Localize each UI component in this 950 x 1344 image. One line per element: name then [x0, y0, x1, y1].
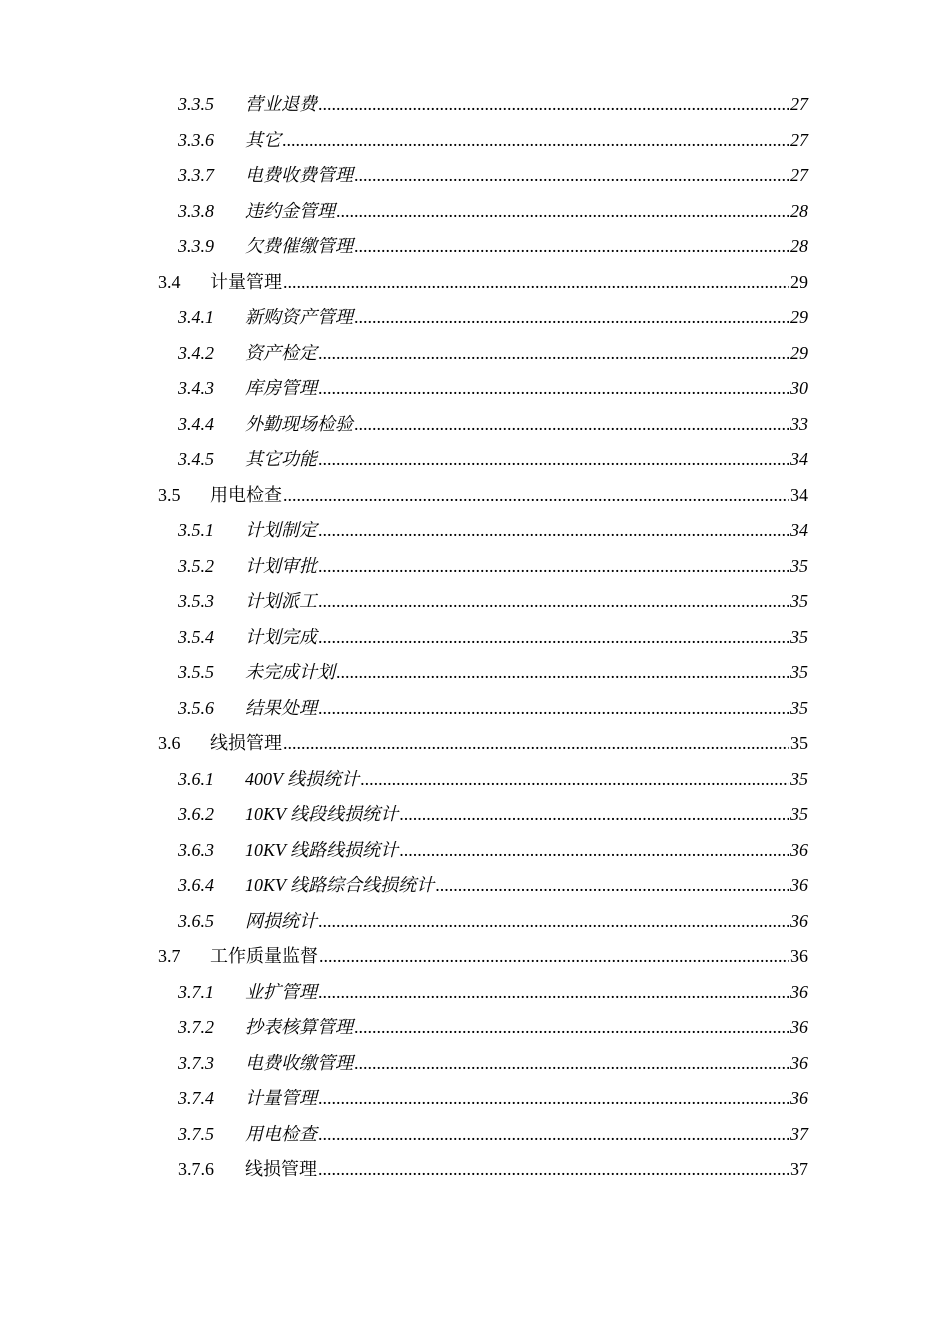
dot-leader — [318, 904, 789, 940]
dot-leader — [336, 194, 789, 230]
dot-leader — [354, 229, 789, 265]
toc-entry-page-number: 36 — [790, 875, 808, 895]
toc-entry-number: 3.6.5 — [178, 910, 214, 931]
toc-entry-title: 计量管理 — [245, 1088, 317, 1108]
toc-entry[interactable] — [158, 904, 808, 940]
toc-entry-page-number: 36 — [790, 981, 808, 1002]
dot-leader — [318, 975, 789, 1011]
toc-entry-title: 外勤现场检验 — [245, 413, 353, 434]
toc-entry[interactable] — [158, 265, 808, 301]
toc-entry[interactable] — [158, 549, 808, 585]
toc-entry-title: 抄表核算管理 — [245, 1017, 353, 1037]
toc-entry[interactable] — [158, 194, 808, 230]
table-of-contents — [158, 87, 808, 1188]
dot-leader — [283, 265, 789, 301]
toc-entry-page-number: 36 — [790, 839, 808, 860]
toc-entry-page-number: 29 — [790, 271, 808, 292]
toc-entry-page-number: 28 — [790, 236, 808, 256]
dot-leader — [318, 87, 789, 123]
toc-entry-number: 3.4.4 — [178, 413, 214, 434]
dot-leader — [435, 868, 789, 904]
toc-entry-number: 3.7.5 — [178, 1123, 214, 1144]
dot-leader — [282, 123, 789, 159]
toc-entry-number: 3.3.8 — [178, 200, 214, 221]
toc-entry-title: 计划派工 — [245, 591, 317, 611]
toc-entry[interactable] — [158, 833, 808, 869]
toc-entry-number: 3.3.7 — [178, 165, 214, 185]
dot-leader — [318, 1081, 789, 1117]
toc-entry-number: 3.3.5 — [178, 94, 214, 114]
toc-entry-page-number: 36 — [790, 946, 808, 966]
toc-entry-number: 3.7.2 — [178, 1017, 214, 1037]
toc-entry-title: 欠费催缴管理 — [245, 236, 353, 256]
toc-entry[interactable] — [158, 726, 808, 762]
toc-entry-number: 3.4.3 — [178, 378, 214, 398]
toc-entry-page-number: 35 — [790, 768, 808, 789]
toc-entry-title: 电费收费管理 — [245, 165, 353, 185]
toc-entry[interactable] — [158, 407, 808, 443]
toc-entry[interactable] — [158, 123, 808, 159]
toc-entry-page-number: 27 — [790, 165, 808, 185]
toc-entry-title: 违约金管理 — [245, 200, 335, 221]
toc-entry-page-number: 34 — [790, 484, 808, 505]
toc-entry[interactable] — [158, 478, 808, 514]
toc-entry-number: 3.5.3 — [178, 591, 214, 611]
dot-leader — [318, 584, 789, 620]
toc-entry-number: 3.4.5 — [178, 449, 214, 469]
toc-entry-page-number: 35 — [790, 733, 808, 753]
toc-entry-number: 3.7.1 — [178, 981, 214, 1002]
toc-entry-title: 库房管理 — [245, 378, 317, 398]
toc-entry-page-number: 34 — [790, 520, 808, 540]
toc-entry-number: 3.5.4 — [178, 626, 214, 647]
dot-leader — [318, 513, 789, 549]
toc-entry[interactable] — [158, 300, 808, 336]
toc-entry-number: 3.7 — [158, 946, 181, 966]
toc-entry-number: 3.6.3 — [178, 839, 214, 860]
toc-entry-title: 线损管理 — [210, 733, 282, 753]
toc-entry-page-number: 35 — [790, 626, 808, 647]
toc-entry[interactable] — [158, 1081, 808, 1117]
toc-entry-title: 业扩管理 — [245, 981, 317, 1002]
toc-entry-title: 计量管理 — [210, 271, 282, 292]
toc-entry-page-number: 37 — [790, 1159, 808, 1179]
toc-entry-page-number: 33 — [790, 413, 808, 434]
toc-entry[interactable] — [158, 584, 808, 620]
dot-leader — [399, 797, 789, 833]
toc-entry-title: 计划审批 — [245, 555, 317, 576]
toc-entry-title: 未完成计划 — [245, 662, 335, 682]
toc-entry[interactable] — [158, 158, 808, 194]
toc-entry-title: 用电检查 — [245, 1123, 317, 1144]
toc-entry-page-number: 28 — [790, 200, 808, 221]
toc-entry[interactable] — [158, 939, 808, 975]
dot-leader — [354, 158, 789, 194]
toc-entry-title: 其它 — [245, 129, 281, 150]
toc-entry-title: 网损统计 — [245, 910, 317, 931]
toc-entry[interactable] — [158, 620, 808, 656]
toc-entry-number: 3.5 — [158, 484, 181, 505]
toc-entry-title: 10KV 线路线损统计 — [245, 839, 399, 860]
toc-entry-title: 400V 线损统计 — [245, 768, 360, 789]
dot-leader — [354, 1046, 789, 1082]
toc-entry-page-number: 27 — [790, 94, 808, 114]
toc-entry-number: 3.6.1 — [178, 768, 214, 789]
toc-entry[interactable] — [158, 371, 808, 407]
dot-leader — [354, 407, 789, 443]
toc-entry-page-number: 36 — [790, 1052, 808, 1073]
toc-entry-number: 3.4.2 — [178, 342, 214, 363]
toc-entry-page-number: 27 — [790, 129, 808, 150]
toc-entry-number: 3.3.9 — [178, 236, 214, 256]
toc-entry[interactable] — [158, 691, 808, 727]
toc-entry-number: 3.5.5 — [178, 662, 214, 682]
toc-entry[interactable] — [158, 1117, 808, 1153]
dot-leader — [318, 1152, 789, 1188]
toc-entry-page-number: 35 — [790, 804, 808, 824]
dot-leader — [283, 726, 789, 762]
toc-entry[interactable] — [158, 442, 808, 478]
toc-entry-title: 线损管理 — [245, 1159, 317, 1179]
toc-entry-number: 3.5.1 — [178, 520, 214, 540]
dot-leader — [318, 371, 789, 407]
toc-entry-page-number: 29 — [790, 307, 808, 327]
toc-entry[interactable] — [158, 762, 808, 798]
toc-entry[interactable] — [158, 87, 808, 123]
toc-entry[interactable] — [158, 868, 808, 904]
toc-entry-title: 营业退费 — [245, 94, 317, 114]
toc-entry-title: 计划制定 — [245, 520, 317, 540]
dot-leader — [283, 478, 789, 514]
toc-entry-number: 3.5.2 — [178, 555, 214, 576]
toc-entry-number: 3.4.1 — [178, 307, 214, 327]
toc-entry-number: 3.4 — [158, 271, 181, 292]
toc-entry[interactable] — [158, 513, 808, 549]
dot-leader — [318, 1117, 789, 1153]
toc-entry[interactable] — [158, 336, 808, 372]
toc-entry-page-number: 37 — [790, 1123, 808, 1144]
toc-entry[interactable] — [158, 1010, 808, 1046]
toc-entry-page-number: 35 — [790, 555, 808, 576]
dot-leader — [318, 442, 789, 478]
dot-leader — [399, 833, 789, 869]
toc-entry-number: 3.7.4 — [178, 1088, 214, 1108]
dot-leader — [319, 939, 789, 975]
toc-entry-title: 10KV 线路综合线损统计 — [245, 875, 435, 895]
dot-leader — [360, 762, 789, 798]
toc-entry[interactable] — [158, 975, 808, 1011]
dot-leader — [354, 1010, 789, 1046]
toc-entry-page-number: 35 — [790, 591, 808, 611]
toc-entry[interactable] — [158, 1046, 808, 1082]
toc-entry-title: 新购资产管理 — [245, 307, 353, 327]
toc-entry-title: 10KV 线段线损统计 — [245, 804, 399, 824]
toc-entry-number: 3.6.2 — [178, 804, 214, 824]
dot-leader — [318, 336, 789, 372]
dot-leader — [318, 691, 789, 727]
toc-entry-number: 3.3.6 — [178, 129, 214, 150]
toc-entry-number: 3.7.3 — [178, 1052, 214, 1073]
toc-entry[interactable] — [158, 229, 808, 265]
toc-entry-title: 电费收缴管理 — [245, 1052, 353, 1073]
dot-leader — [318, 620, 789, 656]
toc-entry-number: 3.6.4 — [178, 875, 214, 895]
toc-entry-number: 3.6 — [158, 733, 181, 753]
toc-entry-page-number: 36 — [790, 910, 808, 931]
toc-entry-number: 3.5.6 — [178, 697, 214, 718]
toc-entry-title: 工作质量监督 — [210, 946, 318, 966]
toc-entry-title: 结果处理 — [245, 697, 317, 718]
toc-entry[interactable] — [158, 797, 808, 833]
toc-entry-title: 计划完成 — [245, 626, 317, 647]
toc-entry[interactable] — [158, 1152, 808, 1188]
toc-entry-title: 资产检定 — [245, 342, 317, 363]
toc-entry-title: 其它功能 — [245, 449, 317, 469]
dot-leader — [354, 300, 789, 336]
dot-leader — [318, 549, 789, 585]
toc-entry-page-number: 30 — [790, 378, 808, 398]
toc-entry-page-number: 36 — [790, 1017, 808, 1037]
toc-entry-number: 3.7.6 — [178, 1159, 214, 1179]
toc-entry-title: 用电检查 — [210, 484, 282, 505]
toc-entry-page-number: 35 — [790, 662, 808, 682]
toc-entry-page-number: 29 — [790, 342, 808, 363]
toc-entry-page-number: 36 — [790, 1088, 808, 1108]
toc-entry-page-number: 34 — [790, 449, 808, 469]
toc-entry[interactable] — [158, 655, 808, 691]
toc-entry-page-number: 35 — [790, 697, 808, 718]
dot-leader — [336, 655, 789, 691]
